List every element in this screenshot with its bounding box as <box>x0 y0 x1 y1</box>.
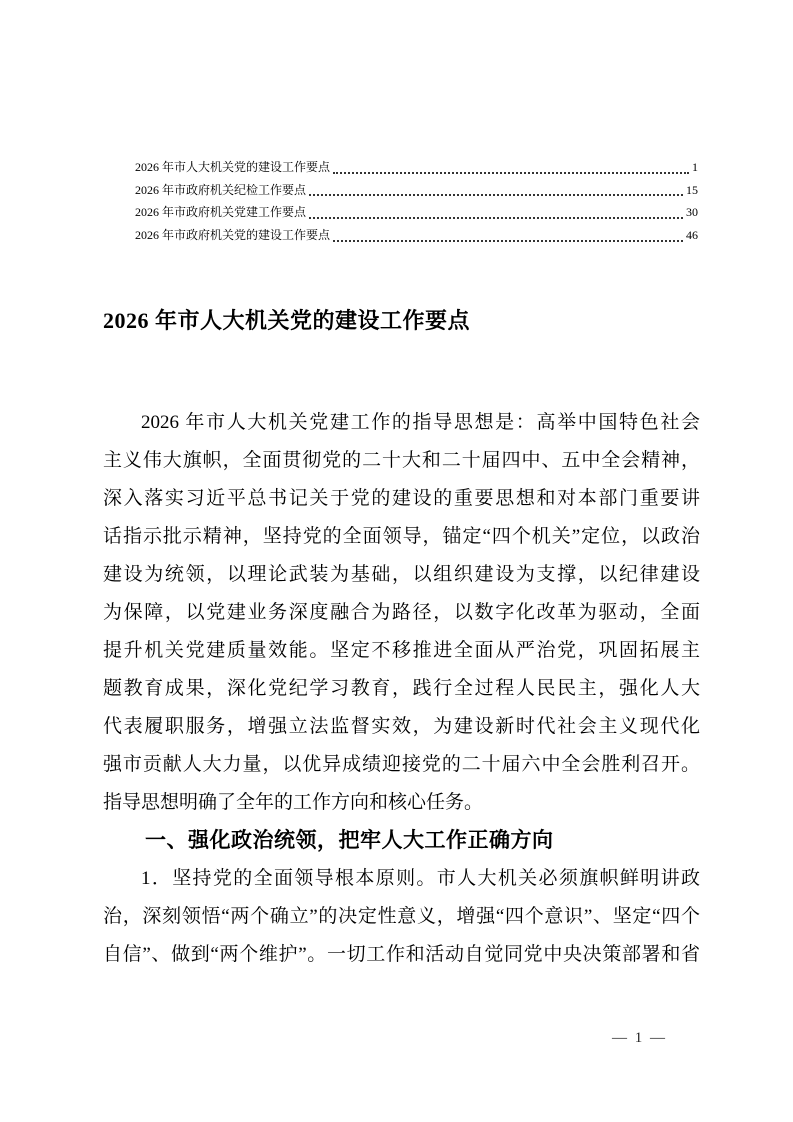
section-1-heading: 一、强化政治统领，把牢人大工作正确方向 <box>145 829 554 852</box>
paragraph-line: 话指示批示精神，坚持党的全面领导，锚定“四个机关”定位，以政治 <box>103 526 700 547</box>
toc-leader-dots <box>309 194 683 196</box>
paragraph-line: 建设为统领，以理论武装为基础，以组织建设为支撑，以纪律建设 <box>103 564 700 585</box>
toc-entry-title: 2026 年市政府机关党的建设工作要点 <box>135 228 331 243</box>
toc-page-number: 30 <box>686 205 698 220</box>
toc-page-number: 15 <box>686 182 698 197</box>
paragraph-line: 1．坚持党的全面领导根本原则。市人大机关必须旗帜鲜明讲政 <box>141 868 700 889</box>
toc-entry[interactable] <box>135 179 698 202</box>
toc-entry[interactable] <box>135 201 698 224</box>
toc-page-number: 1 <box>692 160 698 174</box>
toc-entry-title: 2026 年市政府机关纪检工作要点 <box>135 182 307 197</box>
document-body <box>103 404 700 974</box>
paragraph-line: 指导思想明确了全年的工作方向和核心任务。 <box>103 792 484 813</box>
paragraph-line: 强市贡献人大力量，以优异成绩迎接党的二十届六中全会胜利召开。 <box>103 754 700 775</box>
paragraph-line: 主义伟大旗帜，全面贯彻党的二十大和二十届四中、五中全会精神， <box>103 450 700 471</box>
document-title: 2026 年市人大机关党的建设工作要点 <box>103 308 471 333</box>
paragraph-line: 自信”、做到“两个维护”。一切工作和活动自觉同党中央决策部署和省 <box>103 944 700 965</box>
toc-leader-dots <box>309 217 683 219</box>
intro-paragraph <box>103 404 700 822</box>
toc-leader-dots <box>333 172 689 174</box>
paragraph-line: 深入落实习近平总书记关于党的建设的重要思想和对本部门重要讲 <box>103 488 700 509</box>
toc-leader-dots <box>333 240 683 242</box>
paragraph-line: 为保障，以党建业务深度融合为路径，以数字化改革为驱动，全面 <box>103 602 700 623</box>
toc-entry-title: 2026 年市政府机关党建工作要点 <box>135 205 307 220</box>
paragraph-line: 代表履职服务，增强立法监督实效，为建设新时代社会主义现代化 <box>103 716 700 737</box>
item-paragraph-1 <box>103 860 700 974</box>
toc-entry[interactable] <box>135 156 698 179</box>
toc-page-number: 46 <box>686 228 698 243</box>
paragraph-line: 2026 年市人大机关党建工作的指导思想是：高举中国特色社会 <box>141 412 700 433</box>
toc-entry[interactable] <box>135 224 698 247</box>
paragraph-line: 治，深刻领悟“两个确立”的决定性意义，增强“四个意识”、坚定“四个 <box>103 906 700 927</box>
paragraph-line: 提升机关党建质量效能。坚定不移推进全面从严治党，巩固拓展主 <box>103 640 700 661</box>
toc-entry-title: 2026 年市人大机关党的建设工作要点 <box>135 160 331 174</box>
table-of-contents <box>135 156 698 247</box>
paragraph-line: 题教育成果，深化党纪学习教育，践行全过程人民民主，强化人大 <box>103 678 700 699</box>
page-number: — 1 — <box>612 1030 667 1046</box>
